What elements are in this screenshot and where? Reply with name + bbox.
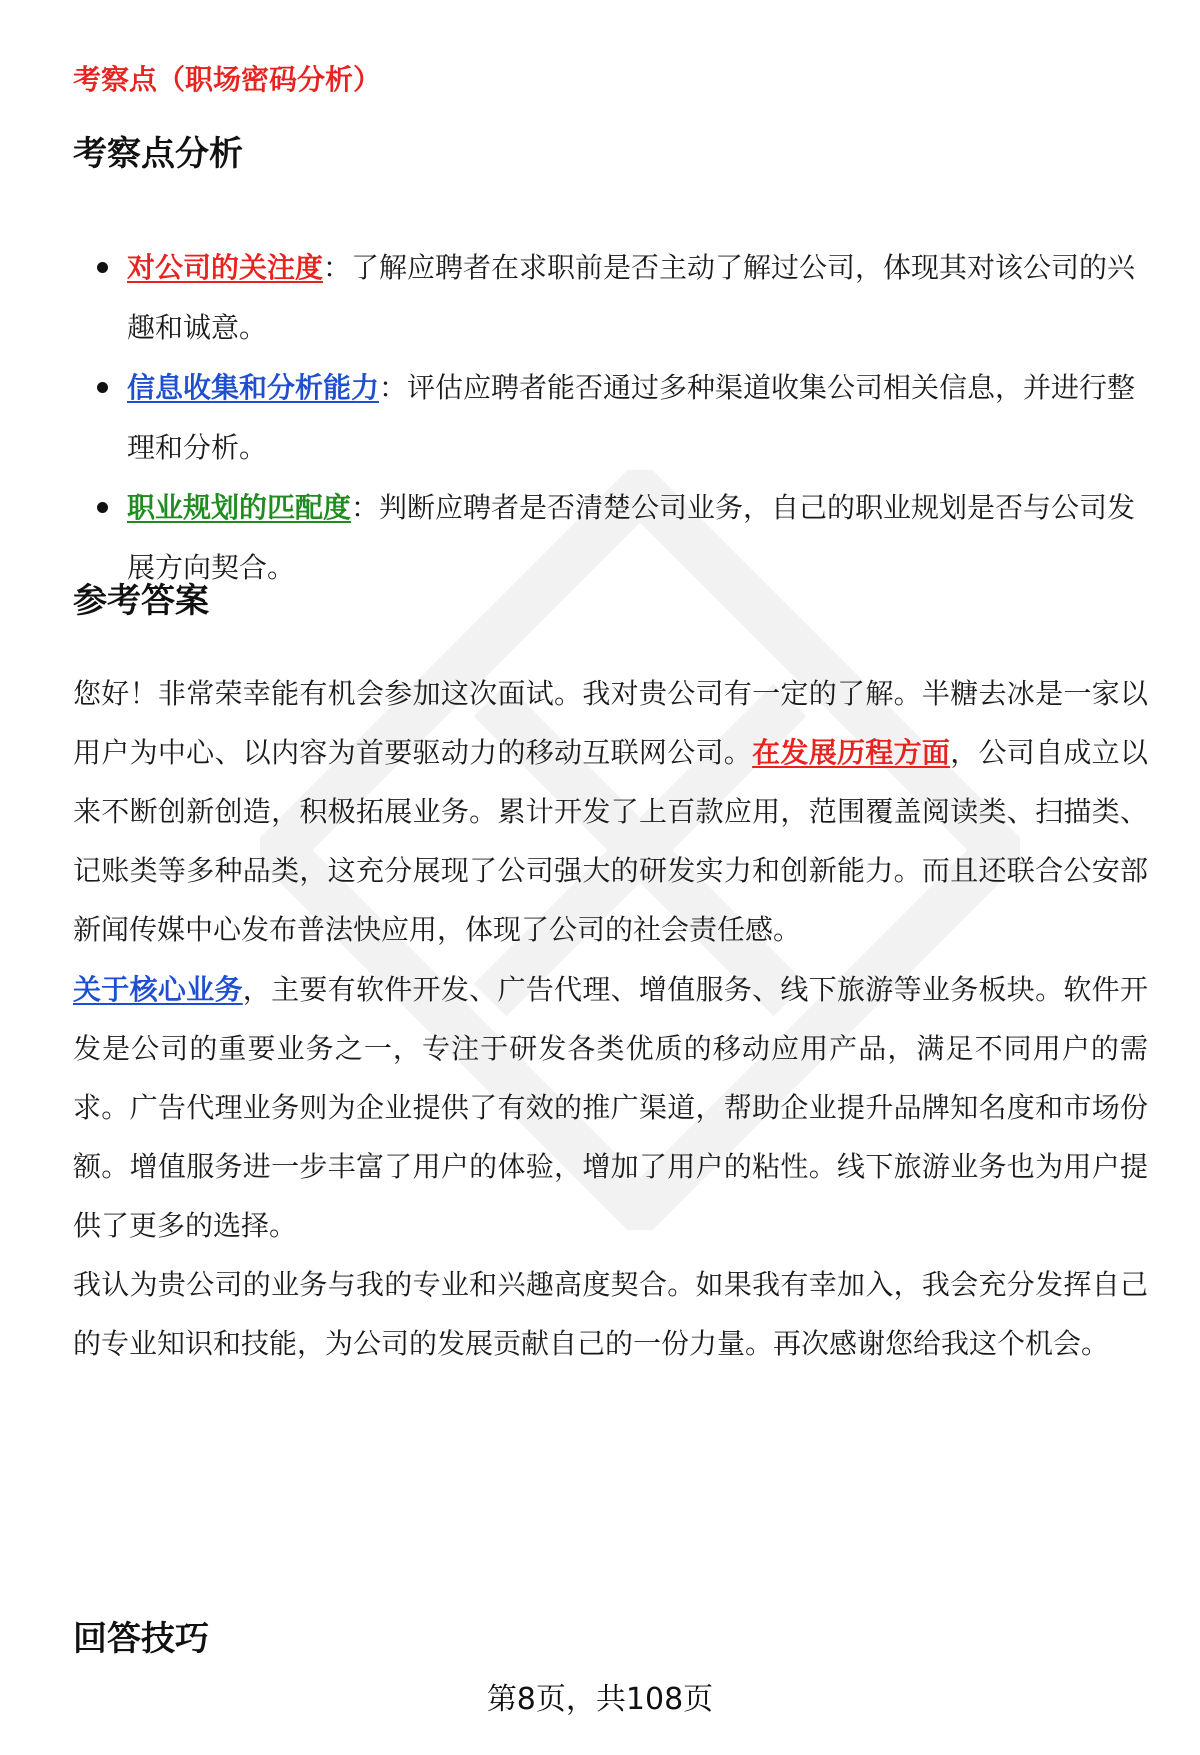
bullet-dot-icon <box>97 502 108 513</box>
answer-heading: 参考答案 <box>73 581 209 621</box>
analysis-heading: 考察点分析 <box>73 134 243 174</box>
highlight-term: 信息收集和分析能力 <box>127 371 380 404</box>
answer-paragraph-3: 我认为贵公司的业务与我的专业和兴趣高度契合。如果我有幸加入，我会充分发挥自己的专业知识和技能，为公司的发展贡献自己的一份力量。再次感谢您给我这个机会。 <box>73 1268 1148 1360</box>
highlight-term: 关于核心业务 <box>73 973 243 1006</box>
answer-paragraph-2 <box>73 960 1148 1255</box>
page-number: 第8页，共108页 <box>486 1682 714 1717</box>
list-item-text: ：判断应聘者是否清楚公司业务，自己的职业规划是否与公司发展方向契合。 <box>127 491 1136 584</box>
paragraph-text: 您好！非常荣幸能有机会参加这次面试。我对贵公司有一定的了解。半糖去冰是一家以用户为中心、以内容为首要驱动力的移动互联网公司。 <box>73 677 1148 769</box>
highlight-term: 在发展历程方面 <box>752 736 951 769</box>
section-kicker: 考察点（职场密码分析） <box>73 63 382 96</box>
answer-paragraph-1 <box>73 664 1148 959</box>
list-item <box>73 238 1148 358</box>
highlight-term: 职业规划的匹配度 <box>127 491 352 524</box>
list-item-text: ：了解应聘者在求职前是否主动了解过公司，体现其对该公司的兴趣和诚意。 <box>127 251 1136 344</box>
bullet-dot-icon <box>97 262 108 273</box>
bullet-dot-icon <box>97 382 108 393</box>
list-item <box>73 478 1148 598</box>
highlight-term: 对公司的关注度 <box>127 251 324 284</box>
tips-heading: 回答技巧 <box>73 1619 209 1659</box>
analysis-list <box>73 238 1148 598</box>
paragraph-text: ，主要有软件开发、广告代理、增值服务、线下旅游等业务板块。软件开发是公司的重要业务之一，专注于研发各类优质的移动应用产品，满足不同用户的需求。广告代理业务则为企业提供了有效的推广渠道，帮助企业提升品牌知名度和市场份额。增值服务进一步丰富了用户的体验，增加了用户的粘性。线下旅游业务也为用户提供了更多的选择。 <box>73 973 1148 1242</box>
list-item-text: ：评估应聘者能否通过多种渠道收集公司相关信息，并进行整理和分析。 <box>127 371 1136 464</box>
paragraph-text: ，公司自成立以来不断创新创造，积极拓展业务。累计开发了上百款应用，范围覆盖阅读类、扫描类、记账类等多种品类，这充分展现了公司强大的研发实力和创新能力。而且还联合公安部新闻传媒中心发布普法快应用，体现了公司的社会责任感。 <box>73 736 1148 946</box>
list-item <box>73 358 1148 478</box>
